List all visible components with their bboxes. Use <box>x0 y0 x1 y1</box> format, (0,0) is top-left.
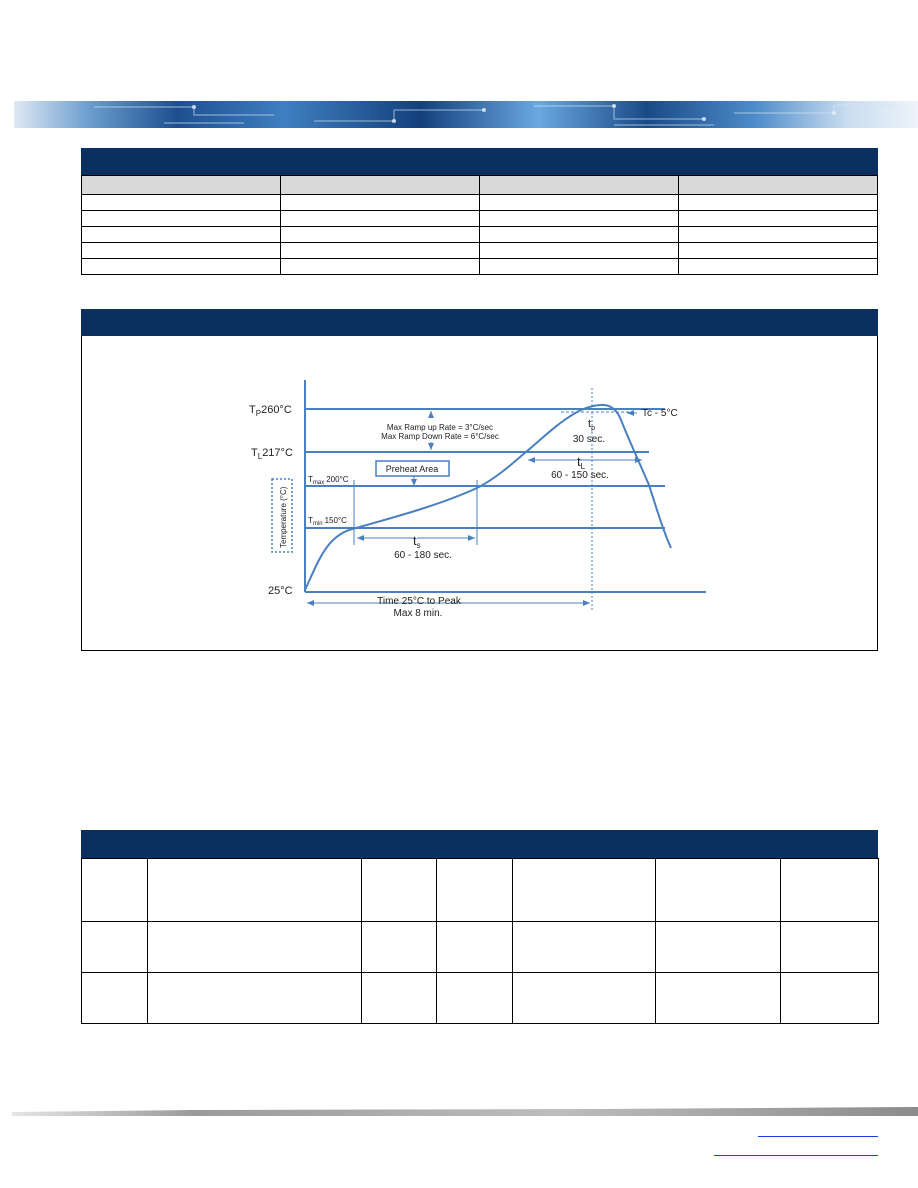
table-cell <box>656 973 781 1024</box>
table-cell <box>480 243 679 259</box>
table-cell <box>480 211 679 227</box>
table2-header-row <box>82 859 879 922</box>
preheat-label: Preheat Area <box>385 464 439 474</box>
table-cell <box>679 211 878 227</box>
table-cell <box>82 922 148 973</box>
table-cell <box>362 859 437 922</box>
table-row <box>82 227 878 243</box>
table-cell <box>281 211 480 227</box>
table-cell <box>480 259 679 275</box>
table-cell <box>82 211 281 227</box>
table-cell <box>679 176 878 195</box>
table-cell <box>281 259 480 275</box>
table-cell <box>82 259 281 275</box>
table-cell <box>480 195 679 211</box>
ramp-down-text: Max Ramp Down Rate = 6°C/sec <box>381 432 499 441</box>
tl-label: $T_L217^\circ C$ <box>251 447 293 461</box>
tc-label: Tc - 5°C <box>642 408 678 419</box>
reflow-chart-box <box>81 336 878 651</box>
table-cell <box>480 227 679 243</box>
ts-range-text: 60 - 180 sec. <box>394 550 452 561</box>
table-cell <box>281 227 480 243</box>
footer-divider <box>12 1107 918 1116</box>
table-cell <box>513 973 656 1024</box>
table-cell <box>679 227 878 243</box>
table-cell <box>82 227 281 243</box>
table-cell <box>281 243 480 259</box>
table-row <box>82 922 879 973</box>
table-cell <box>362 973 437 1024</box>
tl-range-text: 60 - 150 sec. <box>551 470 609 481</box>
y-axis-title: Temperature (°C) <box>279 486 288 548</box>
table-cell <box>513 922 656 973</box>
tmin-label: $T_{min}$ 150°C <box>308 516 347 527</box>
table-cell <box>82 859 148 922</box>
tp-symbol: $t_p$ <box>588 418 595 432</box>
table2-header-bar <box>81 830 878 858</box>
circuit-board-banner <box>14 101 918 128</box>
table1-header-row <box>82 176 878 195</box>
table-cell <box>781 922 879 973</box>
table-cell <box>679 259 878 275</box>
tmax-label: $T_{max}$ 200°C <box>308 475 349 486</box>
ts-symbol: $t_s$ <box>413 533 421 550</box>
table-row <box>82 973 879 1024</box>
reflow-profile-chart <box>82 336 877 650</box>
reflow-header-bar <box>81 309 878 336</box>
table-cell <box>148 922 362 973</box>
table-cell <box>437 922 513 973</box>
table-cell <box>148 973 362 1024</box>
table1-header-bar <box>81 148 878 175</box>
footer-link-2[interactable] <box>714 1143 878 1156</box>
table-cell <box>82 176 281 195</box>
table-cell <box>82 243 281 259</box>
table-cell <box>679 243 878 259</box>
table-cell <box>781 859 879 922</box>
tp-label: $T_P260^\circ C$ <box>249 404 292 418</box>
table-cell <box>781 973 879 1024</box>
table2 <box>81 858 879 1024</box>
table-cell <box>82 973 148 1024</box>
table-cell <box>281 195 480 211</box>
ambient-label: 25°C <box>268 585 293 597</box>
table-row <box>82 259 878 275</box>
tp-range-text: 30 sec. <box>572 434 606 445</box>
table-cell <box>437 973 513 1024</box>
time-label-line2: Max 8 min. <box>393 608 443 619</box>
table-cell <box>480 176 679 195</box>
table-cell <box>82 195 281 211</box>
ramp-up-text: Max Ramp up Rate = 3°C/sec <box>386 423 494 432</box>
table-cell <box>656 922 781 973</box>
time-label-line1: Time 25°C to Peak <box>377 596 461 607</box>
table-row <box>82 243 878 259</box>
table-row <box>82 195 878 211</box>
table-cell <box>679 195 878 211</box>
table-cell <box>513 859 656 922</box>
table-cell <box>281 176 480 195</box>
table-cell <box>148 859 362 922</box>
tl-symbol: $t_L$ <box>577 454 586 471</box>
table-cell <box>362 922 437 973</box>
footer-link-1[interactable] <box>758 1124 878 1137</box>
table1 <box>81 175 878 275</box>
banner-circuit-pattern <box>14 101 918 128</box>
table-cell <box>437 859 513 922</box>
table-cell <box>656 859 781 922</box>
table-row <box>82 211 878 227</box>
